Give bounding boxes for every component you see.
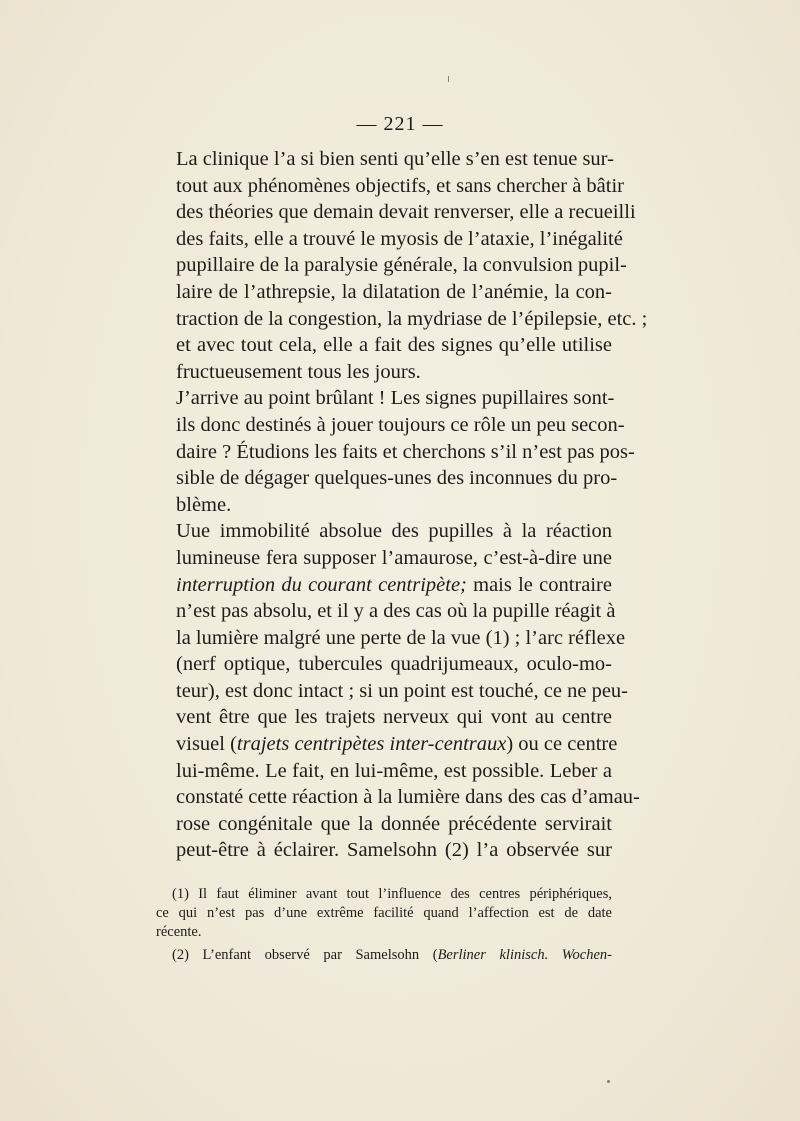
italic-text: trajets centripètes inter-centraux [236,733,507,756]
text-line: la lumière malgré une perte de la vue (1) ; l’arc réflexe [176,626,626,649]
text-line: lui-même. Le fait, en lui-même, est possible. Leber a [176,759,612,782]
text-line: ils donc destinés à jouer toujours ce rôle un peu secon- [176,413,625,436]
text-line: sible de dégager quelques-unes des inconnues du pro- [176,467,618,490]
paper-speck [607,1080,610,1083]
text-line: pupillaire de la paralysie générale, la convulsion pupil- [176,254,627,277]
text-span: visuel ( [176,733,237,756]
paragraph-1 [156,146,648,385]
text-line: des théories que demain devait renverser, elle a recueilli [176,201,636,224]
paragraph-2 [156,385,635,518]
text-line: des faits, elle a trouvé le myosis de l’ataxie, l’inégalité [176,227,623,250]
text-line: teur), est donc intact ; si un point est touché, ce ne peu- [176,679,629,702]
footnote-1-line: récente. [156,924,202,940]
footnote-2-line [156,946,612,965]
text-line: daire ? Étudions les faits et cherchons s’il n’est pas pos- [176,440,635,463]
text-line [156,572,612,599]
text-line: lumineuse fera supposer l’amaurose, c’est-à-dire une [176,546,612,569]
text-span: (2) L’enfant observé par Samelsohn ( [172,947,438,963]
text-line: constaté cette réaction à la lumière dans des cas d’amau- [176,786,640,809]
text-line: vent être que les trajets nerveux qui vont au centre [176,706,612,729]
text-line: La clinique l’a si bien senti qu’elle s’en est tenue sur- [176,148,614,170]
text-line: rose congénitale que la donnée précédente servirait [176,812,612,835]
footnotes [156,885,612,965]
text-line: fructueusement tous les jours. [176,360,421,383]
text-line: Uue immobilité absolue des pupilles à la réaction [176,520,612,543]
footnote-1-line: (1) Il faut éliminer avant tout l’influence des centres périphériques, [172,886,612,902]
main-text [156,146,648,864]
italic-text: interruption du courant centripète; [176,573,467,596]
text-span: mais le contraire [466,573,612,596]
text-line: J’arrive au point brûlant ! Les signes pupillaires sont- [176,387,615,410]
text-line: et avec tout cela, elle a fait des signes qu’elle utilise [176,334,612,357]
text-line: n’est pas absolu, et il y a des cas où la pupille réagit à [176,600,616,623]
paper-speck [448,76,449,82]
paragraph-3 [156,518,640,864]
footnote-1-line: ce qui n’est pas d’une extrême facilité quand l’affection est de date [156,905,612,921]
text-line: peut-être à éclairer. Samelsohn (2) l’a observée sur [176,839,612,862]
text-span: ) ou ce centre [506,733,618,756]
text-line [156,731,618,758]
text-line: blème. [176,493,232,516]
text-line: (nerf optique, tubercules quadrijumeaux, oculo-mo- [176,653,612,676]
text-line: traction de la congestion, la mydriase de l’épilepsie, etc. ; [176,307,648,330]
text-line: laire de l’athrepsie, la dilatation de l’anémie, la con- [176,280,612,303]
page-number: — 221 — [356,113,444,135]
italic-text: Berliner klinisch. Wochen- [437,947,613,963]
text-line: tout aux phénomènes objectifs, et sans chercher à bâtir [176,174,624,197]
